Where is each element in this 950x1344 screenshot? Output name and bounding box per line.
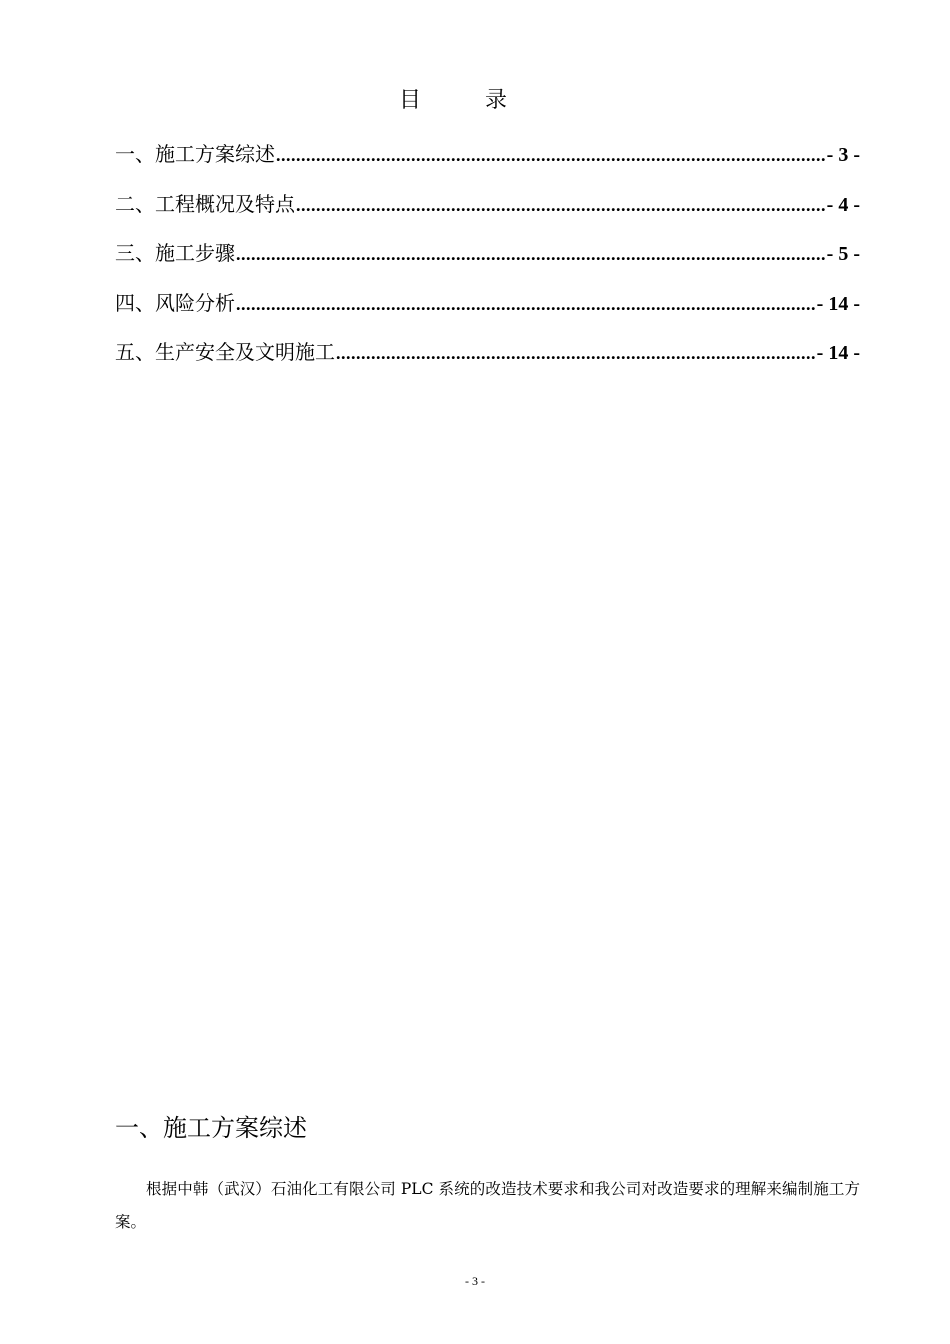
- toc-entry-label: 一、施工方案综述: [115, 142, 275, 166]
- toc-entry-3[interactable]: [115, 237, 860, 287]
- toc-entry-label: 二、工程概况及特点: [115, 191, 295, 216]
- toc-dot-leader: [336, 337, 816, 369]
- toc-dot-leader: [236, 238, 826, 270]
- toc-entry-label: 四、风险分析: [115, 290, 235, 315]
- toc-entry-page: - 4 -: [826, 193, 860, 216]
- toc-dot-leader: [296, 189, 826, 221]
- toc-entry-5[interactable]: [115, 336, 860, 386]
- toc-entry-label: 五、生产安全及文明施工: [115, 340, 335, 364]
- toc-entry-page: - 5 -: [826, 243, 860, 265]
- toc-entry-page: - 14 -: [816, 292, 860, 315]
- page-number: - 3 -: [465, 1274, 485, 1288]
- body-paragraph: 根据中韩（武汉）石油化工有限公司 PLC 系统的改造技术要求和我公司对改造要求的理解来编制施工方案。: [115, 1180, 860, 1231]
- toc-title: 目录: [398, 88, 571, 113]
- toc-dot-leader: [236, 288, 816, 320]
- toc-entry-page: - 14 -: [816, 342, 860, 364]
- section-heading: 一、施工方案综述: [115, 1114, 307, 1142]
- toc-entry-2[interactable]: [115, 188, 860, 238]
- toc-dot-leader: [276, 139, 826, 171]
- toc-entry-page: - 3 -: [826, 144, 860, 166]
- table-of-contents: [115, 138, 860, 386]
- toc-entry-label: 三、施工步骤: [115, 241, 235, 265]
- toc-entry-4[interactable]: [115, 287, 860, 337]
- toc-entry-1[interactable]: [115, 138, 860, 188]
